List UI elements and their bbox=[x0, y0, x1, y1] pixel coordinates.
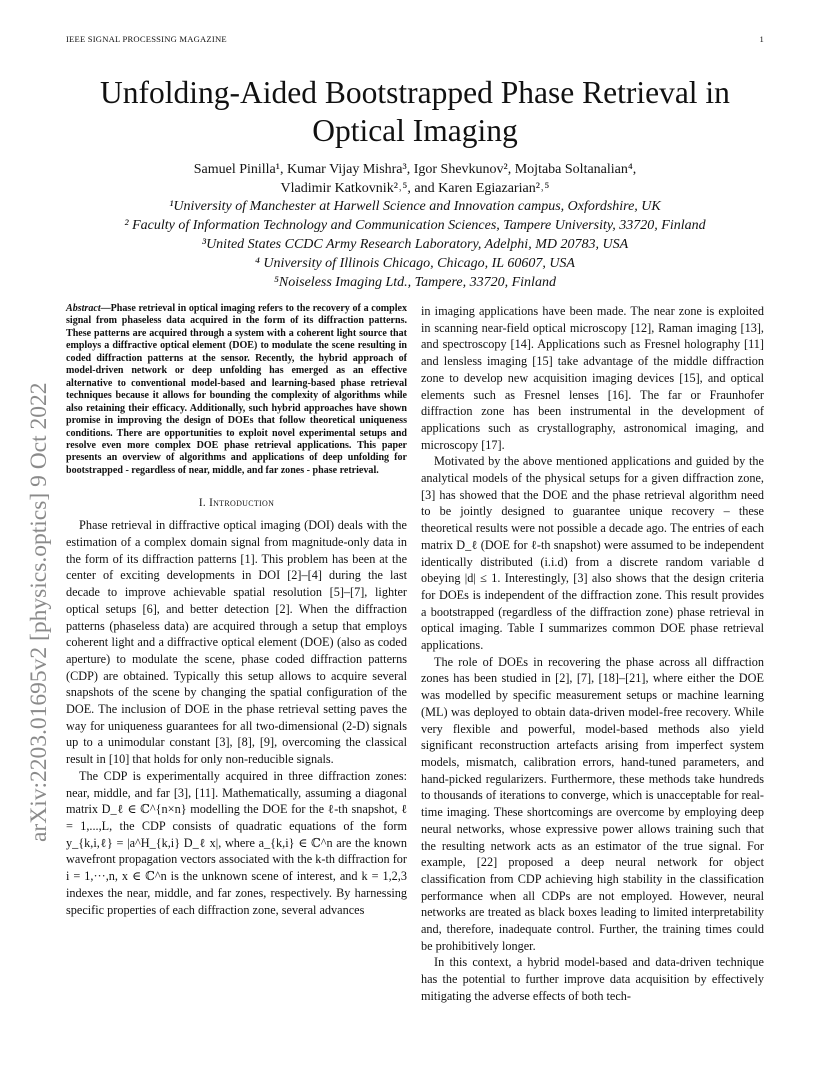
affiliation-4: ⁴ University of Illinois Chicago, Chicago, IL 60607, USA bbox=[255, 256, 575, 271]
title-line-1: Unfolding-Aided Bootstrapped Phase Retrieval in bbox=[100, 75, 730, 110]
affiliation-1: ¹University of Manchester at Harwell Science and Innovation campus, Oxfordshire, UK bbox=[169, 199, 661, 214]
left-column bbox=[66, 303, 407, 918]
arxiv-stamp: arXiv:2203.01695v2 [physics.optics] 9 Oct 2022 bbox=[26, 382, 52, 842]
running-header bbox=[66, 34, 764, 44]
affiliation-3: ³United States CCDC Army Research Laboratory, Adelphi, MD 20783, USA bbox=[201, 237, 629, 252]
authors-line-1: Samuel Pinilla¹, Kumar Vijay Mishra³, Igor Shevkunov², Mojtaba Soltanalian⁴, bbox=[193, 162, 637, 177]
intro-paragraph-5: The role of DOEs in recovering the phase across all diffraction zones has been studied in [2], [7], [18]–[21], where either the DOE was modelled by specific measurement setups or machine learning (ML) was deployed to obtain data-driven model-free recovery. While very flexible and powerful, model-based methods also yield significant reconstruction artefacts arising from imperfect system models, mismatch, calibration errors, hand-tuned parameters, and hand-picked regularizers. Furthermore, these methods take hundreds to thousands of iterations to converge, which is unacceptable for real-time imaging. These shortcomings are overcome by employing deep neural networks, whose expressive power allows training such that the resulting network acts as an estimator of the true signal. For example, [22] proposed a deep neural network for object classification from CDP achieving high stability in the classification performance when all CDPs are not employed. However, neural networks are treated as black boxes leading to limited interpretability and, therefore, inadequate control. Further, the training times could be prohibitively longer. bbox=[421, 654, 764, 953]
affiliation-list bbox=[66, 197, 764, 292]
section-number: I. bbox=[198, 497, 206, 510]
affiliation-5: ⁵Noiseless Imaging Ltd., Tampere, 33720, Finland bbox=[274, 275, 556, 290]
intro-paragraph-1: Phase retrieval in diffractive optical imaging (DOI) deals with the estimation of a complex domain signal from magnitude-only data in the form of its diffraction patterns [1]. This problem has been at the center of exciting developments in DOI [2]–[4] during the last decade to improve achievable spatial resolution [5]–[7], lighter optical setups [6], and better detection [2]. When the diffraction patterns (phaseless data) are acquired through a setup that employs coherent light and a diffractive optical element (DOE) (also as coded aperture) to modulate the scene, phase coded diffraction patterns (CDP) are obtained. Typically this setup allows to acquire several snapshots of the scene by changing the spatial configuration of the DOE. The inclusion of DOE in the phase retrieval setting paves the way for uniqueness guarantees for all two-dimensional (2-D) signals up to a unimodular constant [3], [8], [9], overcoming the classical result in [10] that holds for only non-reducible signals. bbox=[66, 518, 407, 767]
paper-title bbox=[66, 74, 764, 150]
title-line-2: Optical Imaging bbox=[312, 113, 518, 148]
abstract-label: Abstract bbox=[66, 303, 101, 314]
intro-paragraph-6: In this context, a hybrid model-based and data-driven technique has the potential to further improve data acquisition by effectively mitigating the adverse effects of both tech- bbox=[421, 955, 764, 1003]
intro-paragraph-2: The CDP is experimentally acquired in three diffraction zones: near, middle, and far [3], [11]. Mathematically, assuming a diagonal matrix D_ℓ ∈ ℂ^{n×n} modelling the DOE for the ℓ-th snapshot, ℓ = 1,...,L, the CDP consists of quadratic equations of the form y_{k,i,ℓ} = |a^H_{k,i} D_ℓ x|, where a_{k,i} ∈ ℂ^n are the known wavefront propagation vectors associated with the k-th diffraction for i = 1,···,n, x ∈ ℂ^n is the unknown scene of interest, and k = 1,2,3 indexes the near, middle, and far zones, respectively. By harnessing specific properties of each diffraction zone, several advances bbox=[66, 768, 407, 917]
authors-line-2: Vladimir Katkovnik²˒⁵, and Karen Egiazarian²˒⁵ bbox=[280, 181, 550, 196]
right-column bbox=[421, 303, 764, 1005]
intro-paragraph-4: Motivated by the above mentioned applications and guided by the analytical models of the physical setups for a given diffraction zone, [3] has showed that the DOE and the phase retrieval algorithm need to be jointly designed to guarantee unique recovery – these theoretical results were not possible a decade ago. The entries of each matrix D_ℓ (DOE for ℓ-th snapshot) were assumed to be independent identically distributed (i.i.d) from a discrete random variable d obeying |d| ≤ 1. Interestingly, [3] also shows that the design criteria for DOEs is independent of the diffraction zone. This result provides a bootstrapped (regardless of the diffraction zone) phase retrieval in optical imaging. Table I summarizes common DOE phase retrieval applications. bbox=[421, 454, 764, 653]
journal-name: IEEE SIGNAL PROCESSING MAGAZINE bbox=[66, 34, 227, 44]
author-list bbox=[66, 160, 764, 198]
affiliation-2: ² Faculty of Information Technology and Communication Sciences, Tampere University, 33720, Finland bbox=[124, 218, 706, 233]
section-heading bbox=[66, 497, 407, 509]
page-number: 1 bbox=[759, 34, 764, 44]
intro-paragraph-3: in imaging applications have been made. The near zone is exploited in scanning near-field optical microscopy [12], Raman imaging [13], and spectroscopy [14]. Applications such as Fresnel holography [11] and lensless imaging [15] take advantage of the middle diffraction zone to develop new acquisition imaging devices [15], and optical elements such as Fresnel lenses [16]. The far or Fraunhofer diffraction zone has been instrumental in the development of applications such as crystallography, astronomical imaging, and microscopy [17]. bbox=[421, 304, 764, 452]
abstract-text: —Phase retrieval in optical imaging refers to the recovery of a complex signal from phaseless data acquired in the form of its diffraction patterns. These patterns are acquired through a system with a coherent light source that employs a diffractive optical element (DOE) to modulate the scene resulting in coded diffraction patterns at the sensor. Recently, the hybrid approach of model-driven network or deep unfolding has emerged as an effective alternative to conventional model-based and learning-based phase retrieval techniques because it allows for bounding the complexity of algorithms while also retaining their efficacy. Additionally, such hybrid approaches have shown promise in improving the design of DOEs that follow theoretical uniqueness conditions. There are opportunities to exploit novel experimental setups and resolve even more complex DOE phase retrieval applications. This paper presents an overview of algorithms and applications of deep unfolding for bootstrapped - regardless of near, middle, and far zones - phase retrieval. bbox=[66, 303, 407, 476]
abstract bbox=[66, 303, 407, 477]
section-title: Introduction bbox=[209, 497, 275, 510]
